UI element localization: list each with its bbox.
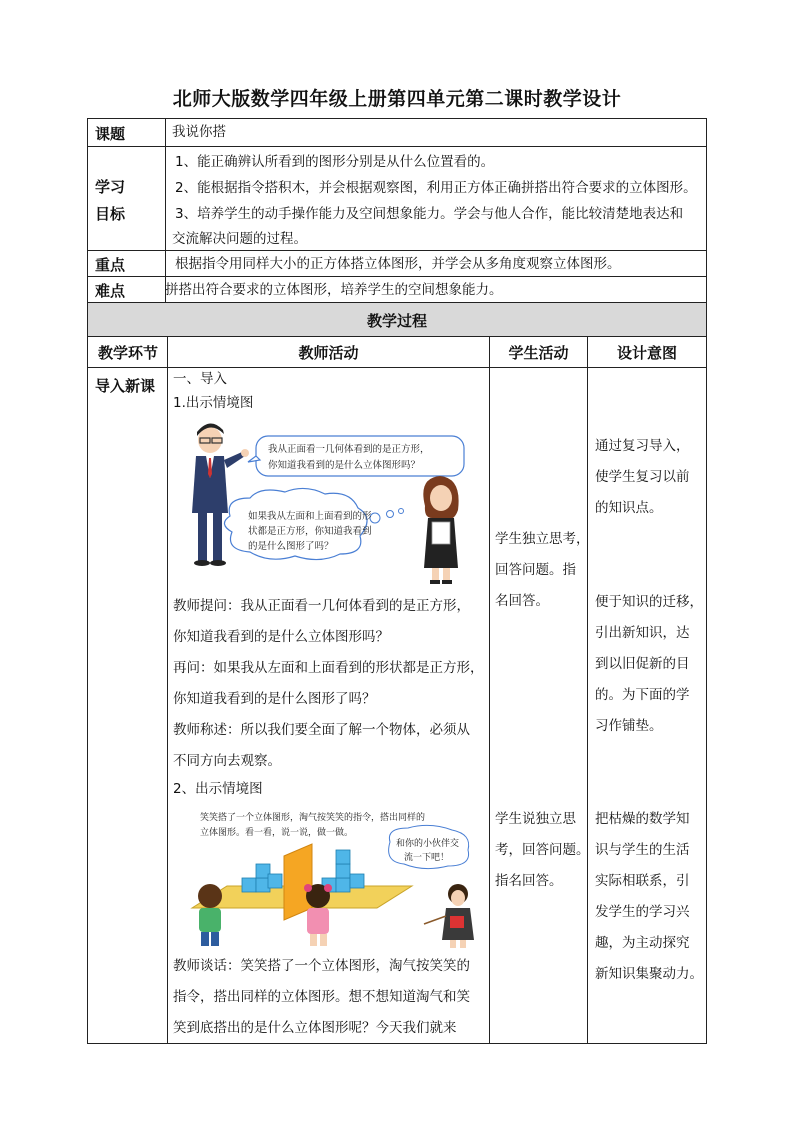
topic-label: 课题 xyxy=(95,125,126,143)
design-intent-line: 通过复习导入， xyxy=(595,438,690,454)
teacher-paragraph-line: 教师提问：我从正面看一几何体看到的是正方形， xyxy=(173,598,470,614)
teacher-paragraph-line: 教师谈话：笑笑搭了一个立体图形，淘气按笑笑的 xyxy=(173,958,470,974)
bubble-1-line-1: 我从正面看一几何体看到的是正方形， xyxy=(268,444,430,455)
teacher-line: 一、导入 xyxy=(173,371,227,387)
goal-item: 2、能根据指令搭积木，并会根据观察图，利用正方体正确拼搭出符合要求的立体图形。 xyxy=(175,180,697,196)
bubble-1-line-2: 你知道我看到的是什么立体图形吗？ xyxy=(268,460,421,471)
scene-illustration-teachers xyxy=(170,418,488,586)
stage-label: 导入新课 xyxy=(95,377,156,395)
difficulty-label: 难点 xyxy=(95,282,126,300)
scene-speech-bubble xyxy=(389,825,469,868)
scene-illustration-blocks xyxy=(172,808,486,950)
design-intent-line: 到以旧促新的目 xyxy=(595,656,690,672)
bubble-2-line-3: 的是什么图形了吗？ xyxy=(248,541,334,552)
teacher-paragraph-line: 你知道我看到的是什么图形了吗？ xyxy=(173,691,376,707)
design-intent-line: 便于知识的迁移， xyxy=(595,594,703,610)
design-intent-line: 实际相联系，引 xyxy=(595,873,690,889)
girl-figure xyxy=(304,884,332,946)
student-activity-line: 回答问题。指 xyxy=(495,562,576,578)
goal-item: 3、培养学生的动手操作能力及空间想象能力。学会与他人合作，能比较清楚地表达和 xyxy=(175,206,684,222)
column-header-stage: 教学环节 xyxy=(97,344,158,362)
design-intent-line: 发学生的学习兴 xyxy=(595,904,690,920)
design-intent-line: 趣，为主动探究 xyxy=(595,935,690,951)
design-intent-line: 引出新知识，达 xyxy=(595,625,690,641)
teacher-paragraph-line: 指令，搭出同样的立体图形。想不想知道淘气和笑 xyxy=(173,989,470,1005)
bubble-2-line-2: 状都是正方形，你知道我看到 xyxy=(248,526,372,537)
design-intent-line: 使学生复习以前 xyxy=(595,469,690,485)
difficulty-value: 拼搭出符合要求的立体图形，培养学生的空间想象能力。 xyxy=(165,282,503,298)
teacher-paragraph-line: 教师称述：所以我们要全面了解一个物体，必须从 xyxy=(173,722,470,738)
key-value: 根据指令用同样大小的正方体搭立体图形，并学会从多角度观察立体图形。 xyxy=(175,256,621,272)
boy-figure xyxy=(198,884,222,946)
scene-bubble-line-2: 流一下吧！ xyxy=(404,853,450,863)
student-activity-line: 学生说独立思 xyxy=(495,811,576,827)
design-intent-line: 识与学生的生活 xyxy=(595,842,690,858)
topic-value: 我说你搭 xyxy=(172,124,226,140)
scene-bubble-line-1: 和你的小伙伴交 xyxy=(396,839,460,849)
scene-caption-line-1: 笑笑搭了一个立体图形，淘气按笑笑的指令，搭出同样的 xyxy=(200,813,426,823)
thought-cloud-2 xyxy=(224,488,403,559)
goal-item: 1、能正确辨认所看到的图形分别是从什么位置看的。 xyxy=(175,154,495,170)
section-title: 教学过程 xyxy=(366,312,427,330)
teacher-paragraph-line: 你知道我看到的是什么立体图形吗？ xyxy=(173,629,389,645)
teacher-paragraph-line: 笑到底搭出的是什么立体图形呢？今天我们就来 xyxy=(173,1020,457,1036)
speech-bubble-1 xyxy=(248,436,464,476)
student-activity-line: 名回答。 xyxy=(495,593,549,609)
scene-caption-line-2: 立体图形。看一看，说一说，做一做。 xyxy=(200,828,354,838)
design-intent-line: 新知识集聚动力。 xyxy=(595,966,703,982)
teacher-paragraph-line: 2、出示情境图 xyxy=(173,781,263,797)
design-intent-line: 习作铺垫。 xyxy=(595,718,663,734)
key-label: 重点 xyxy=(95,256,126,274)
goals-label-line1: 学习 xyxy=(95,178,126,196)
teacher-line: 1.出示情境图 xyxy=(173,395,254,411)
student-activity-line: 指名回答。 xyxy=(495,873,563,889)
goal-item: 交流解决问题的过程。 xyxy=(172,231,307,247)
column-header-student: 学生活动 xyxy=(508,344,569,362)
goals-label-line2: 目标 xyxy=(95,205,126,223)
student-activity-line: 考，回答问题。 xyxy=(495,842,590,858)
student-activity-line: 学生独立思考， xyxy=(495,531,590,547)
female-teacher-figure xyxy=(423,476,458,584)
teacher-paragraph-line: 再问：如果我从左面和上面看到的形状都是正方形， xyxy=(173,660,484,676)
page-title: 北师大版数学四年级上册第四单元第二课时教学设计 xyxy=(172,88,622,110)
bubble-2-line-1: 如果我从左面和上面看到的形 xyxy=(248,511,372,522)
teacher-paragraph-line: 不同方向去观察。 xyxy=(173,753,281,769)
column-header-design: 设计意图 xyxy=(616,344,677,362)
design-intent-line: 的知识点。 xyxy=(595,500,663,516)
design-intent-line: 的。为下面的学 xyxy=(595,687,690,703)
design-intent-line: 把枯燥的数学知 xyxy=(595,811,690,827)
teacher-pointer-figure xyxy=(424,884,474,948)
column-header-teacher: 教师活动 xyxy=(298,344,359,362)
